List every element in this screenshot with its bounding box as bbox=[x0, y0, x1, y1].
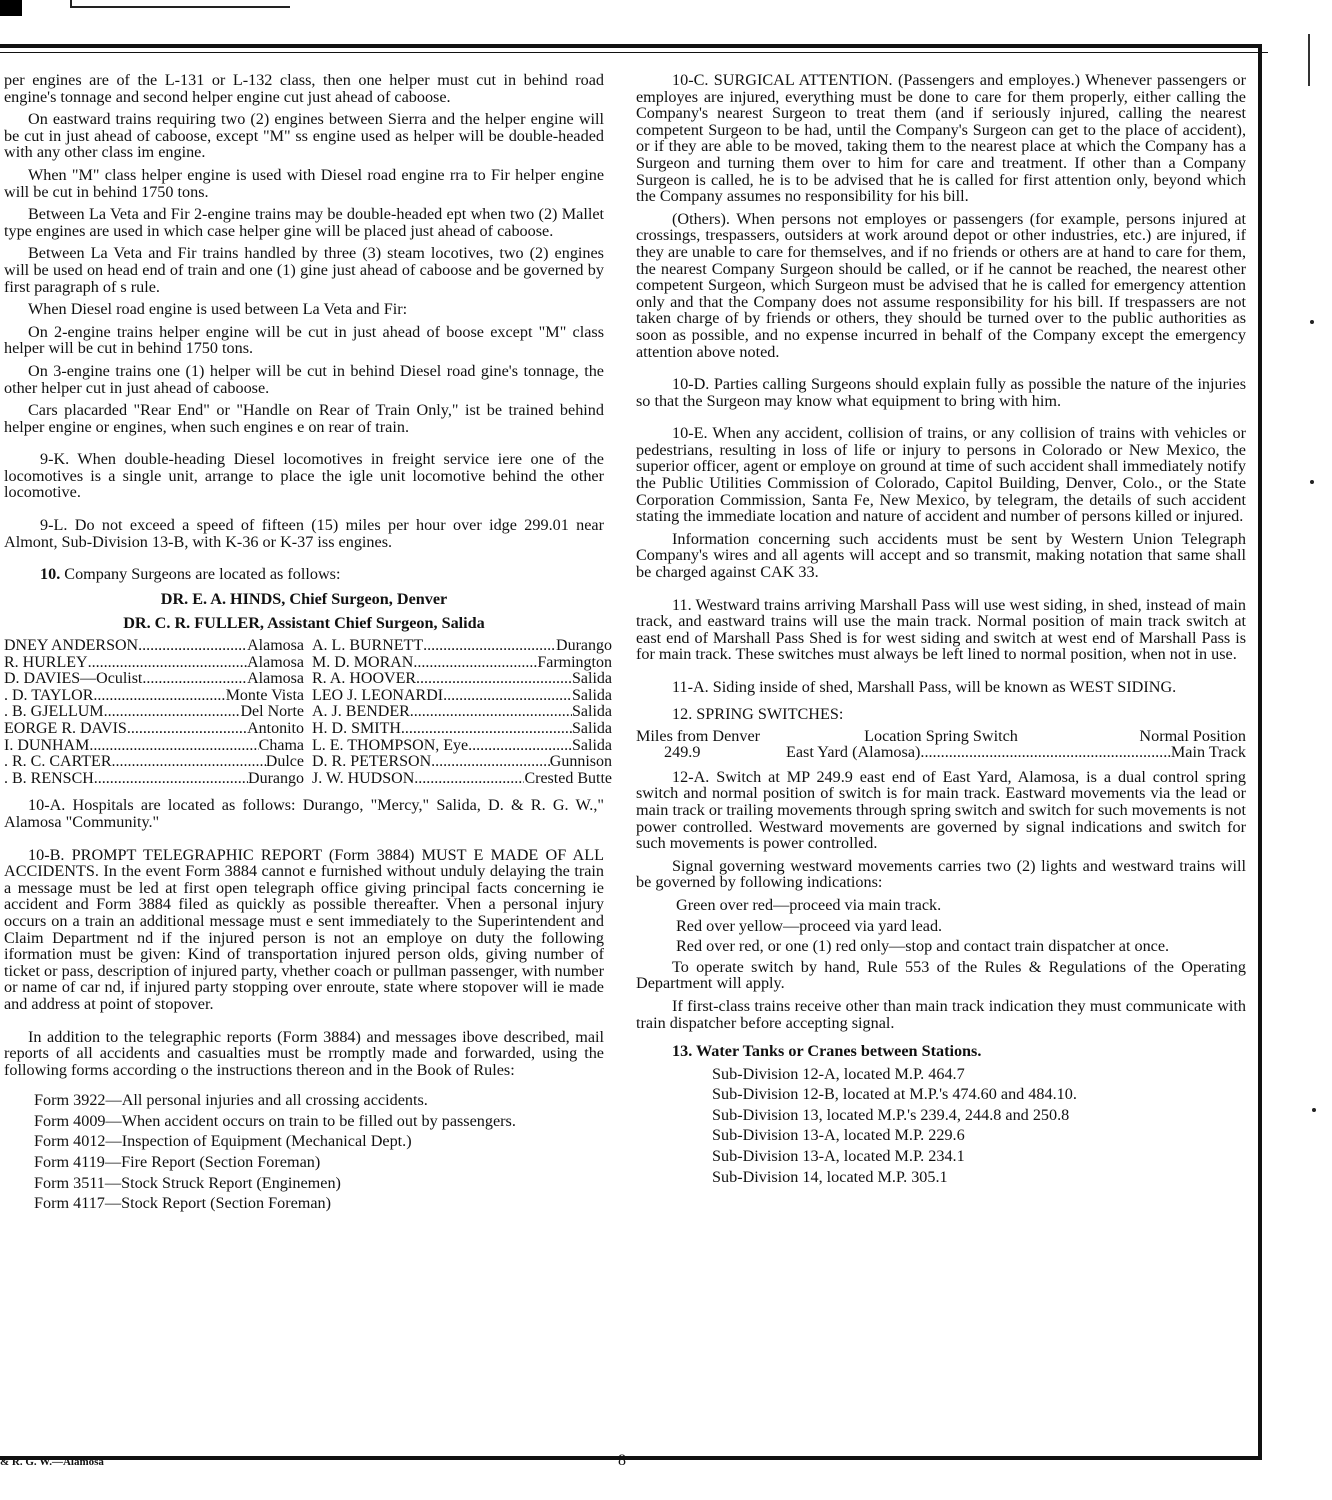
list-item: R. HURLEY ..... Alamosa bbox=[4, 655, 304, 672]
list-item: Form 4117—Stock Report (Section Foreman) bbox=[34, 1194, 332, 1213]
page-number: 8 bbox=[618, 1452, 626, 1469]
para-helper-class: per engines are of the L-131 or L-132 class, then one helper must cut in behind road engine's tonnage and second helper engine cut just ahead of caboose. bbox=[4, 71, 604, 106]
list-item: Form 3922—All personal injuries and all crossing accidents. bbox=[34, 1091, 428, 1110]
list-item: M. D. MORAN ..... Farmington bbox=[312, 655, 612, 672]
rule-11a: 11-A. Siding inside of shed, Marshall Pass, will be known as WEST SIDING. bbox=[672, 678, 1177, 696]
list-item: . D. TAYLOR ..... Monte Vista bbox=[4, 688, 304, 705]
header-position: Normal Position bbox=[1139, 727, 1246, 746]
top-rule bbox=[70, 6, 290, 8]
list-item: D. DAVIES—Oculist ..... Alamosa bbox=[4, 671, 304, 688]
para-la-veta-3: Between La Veta and Fir trains handled by three (3) steam locotives, two (2) engines will be used on head end of train and one (1) gine just ahead of caboose and be governed by first paragraph of s rule. bbox=[4, 244, 604, 296]
list-item: Sub-Division 13-A, located M.P. 229.6 bbox=[712, 1126, 965, 1145]
form-list bbox=[34, 1092, 604, 1212]
list-item: . R. C. CARTER ..... Dulce bbox=[4, 754, 304, 771]
left-column bbox=[4, 71, 612, 1216]
rule-12a-first-class: If first-class trains receive other than main track indication they must communicate with train dispatcher before accepting signal. bbox=[636, 996, 1246, 1032]
list-item: Form 4012—Inspection of Equipment (Mechanical Dept.) bbox=[34, 1132, 412, 1151]
rule-10e-info: Information concerning such accidents must be sent by Western Union Telegraph Company's wires and all agents will accept and so transmit, making notation that same shall be charged against CAK 33. bbox=[636, 529, 1246, 582]
rule-12a: 12-A. Switch at MP 249.9 east end of East Yard, Alamosa, is a dual control spring switch and normal position of switch is for main track. Eastward movements via the lead or main track or trailing movements through spring switch and switch for such movements is not power controlled. Westward movements are governed by signal indications and switch for such movements is power controlled. bbox=[636, 767, 1246, 853]
list-item: . B. GJELLUM ..... Del Norte bbox=[4, 704, 304, 721]
list-item: LEO J. LEONARDI ..... Salida bbox=[312, 688, 612, 705]
list-item: Sub-Division 12-B, located at M.P.'s 474.60 and 484.10. bbox=[712, 1085, 1077, 1104]
rule-11: 11. Westward trains arriving Marshall Pass will use west siding, in shed, instead of main track, and eastward trains will use the main track. Normal position of main track switch at east end of Marshall Pass Shed is for west siding and switch at west end of Marshall Pass is for main track. These switches must always be left lined to normal position, when not in use. bbox=[636, 595, 1246, 664]
footer-imprint: & R. G. W.—Alamosa bbox=[0, 1456, 104, 1468]
surgeon-roster bbox=[4, 638, 612, 787]
rule-13: 13. Water Tanks or Cranes between Stations. bbox=[672, 1042, 982, 1061]
header-miles: Miles from Denver bbox=[636, 727, 761, 746]
para-diesel-road: When Diesel road engine is used between La Veta and Fir: bbox=[28, 300, 408, 319]
list-item: D. R. PETERSON ..... Gunnison bbox=[312, 754, 612, 771]
list-item: DNEY ANDERSON ..... Alamosa bbox=[4, 638, 304, 655]
header-location: Location Spring Switch bbox=[864, 727, 1018, 746]
list-item: R. A. HOOVER ..... Salida bbox=[312, 671, 612, 688]
right-column bbox=[636, 72, 1246, 1189]
list-item: . B. RENSCH ..... Durango bbox=[4, 771, 304, 788]
chief-surgeon: DR. E. A. HINDS, Chief Surgeon, Denver bbox=[160, 589, 448, 608]
list-item: Form 3511—Stock Struck Report (Enginemen) bbox=[34, 1173, 341, 1192]
list-item: Sub-Division 13, located M.P.'s 239.4, 244.8 and 250.8 bbox=[712, 1105, 1070, 1124]
rule-9l: 9-L. Do not exceed a speed of fifteen (15) miles per hour over idge 299.01 near Almont, Sub-Division 13-B, with K-36 or K-37 iss engines. bbox=[4, 516, 604, 551]
list-item: A. J. BENDER ..... Salida bbox=[312, 704, 612, 721]
list-item: Form 4119—Fire Report (Section Foreman) bbox=[34, 1153, 321, 1172]
para-eastward: On eastward trains requiring two (2) engines between Sierra and the helper engine will be cut in just ahead of caboose, except "M" ss engine used as helper will be double-headed with any other class im engine. bbox=[4, 110, 604, 162]
corner-mark bbox=[0, 0, 22, 16]
rule-12a-signal: Signal governing westward movements carries two (2) lights and westward trains will be governed by following indications: bbox=[636, 856, 1246, 892]
list-item: L. E. THOMPSON, Eye ..... Salida bbox=[312, 738, 612, 755]
list-item: Red over yellow—proceed via yard lead. bbox=[676, 916, 943, 935]
list-item: Sub-Division 13-A, located M.P. 234.1 bbox=[712, 1147, 965, 1166]
switch-milepost: 249.9 bbox=[664, 744, 701, 761]
rule-12a-hand: To operate switch by hand, Rule 553 of the Rules & Regulations of the Operating Department will apply. bbox=[636, 957, 1246, 993]
edge-rule bbox=[1308, 34, 1310, 86]
list-item: Sub-Division 14, located M.P. 305.1 bbox=[712, 1167, 948, 1186]
para-2-engine: On 2-engine trains helper engine will be cut in just ahead of boose except "M" class helper will be cut in behind 1750 tons. bbox=[4, 322, 604, 358]
list-item: Green over red—proceed via main track. bbox=[676, 895, 942, 914]
list-item: Red over red, or one (1) red only—stop and contact train dispatcher at once. bbox=[676, 937, 1170, 956]
para-3-engine: On 3-engine trains one (1) helper will be cut in behind Diesel road gine's tonnage, the other helper cut in just ahead of caboose. bbox=[4, 361, 604, 397]
list-item: J. W. HUDSON ..... Crested Butte bbox=[312, 771, 612, 788]
rule-10-number: 10. bbox=[40, 565, 61, 584]
rule-12: 12. SPRING SWITCHES: bbox=[672, 704, 844, 723]
list-item: Sub-Division 12-A, located M.P. 464.7 bbox=[712, 1064, 965, 1083]
signal-indications bbox=[676, 897, 1246, 955]
table-row bbox=[636, 744, 1246, 761]
rule-10 bbox=[4, 566, 604, 583]
roster-right bbox=[312, 638, 612, 787]
roster-left bbox=[4, 638, 304, 787]
list-item: H. D. SMITH ..... Salida bbox=[312, 721, 612, 738]
rule-10a: 10-A. Hospitals are located as follows: Durango, "Mercy," Salida, D. & R. G. W.," Alamosa "Community." bbox=[4, 796, 604, 831]
para-la-veta-2: Between La Veta and Fir 2-engine trains may be double-headed ept when two (2) Mallet type engines are used in which case helper gine will be placed just ahead of caboose. bbox=[4, 205, 604, 240]
rule-10b: 10-B. PROMPT TELEGRAPHIC REPORT (Form 3884) MUST E MADE OF ALL ACCIDENTS. In the event Form 3884 cannot e furnished without unduly delaying the train a message must be led at first open telegraph office giving principal facts concerning ie accident and Form 3884 filed as quickly as possible thereafter. Vhen a personal injury occurs on a train an additional message must e sent immediately to the Superintendent and Claim Department nd if the injured person is not an employe on duty the following iformation must be given: Kind of transportation injured person olds, giving number of ticket or pass, description of injured party, vhether coach or pullman passenger, with number or name of car nd, if injured party stopping over enroute, state where stopover will ie made and address at point of stopover. bbox=[4, 845, 604, 1013]
assistant-chief-surgeon: DR. C. R. FULLER, Assistant Chief Surgeon, Salida bbox=[123, 614, 485, 633]
para-m-class: When "M" class helper engine is used with Diesel road engine rra to Fir helper engine will be cut in behind 1750 tons. bbox=[4, 165, 604, 201]
scan-speck bbox=[1310, 480, 1314, 484]
rule-10e: 10-E. When any accident, collision of trains, or any collision of trains with vehicles or pedestrians, resulting in loss of life or injury to persons in Colorado or New Mexico, the superior officer, agent or employe on ground at time of such accident shall immediately notify the Public Utilities Commission of Colorado, Capitol Building, Denver, Colo., or the State Corporation Commission, Santa Fe, New Mexico, by telegram, the details of such accident stating the immediate location and nature of accident and number of persons killed or injured. bbox=[636, 424, 1246, 526]
rule-10d: 10-D. Parties calling Surgeons should explain fully as possible the nature of the injuries so that the Surgeon may know what equipment to bring with him. bbox=[636, 375, 1246, 410]
switch-location: East Yard (Alamosa) bbox=[785, 744, 921, 761]
rule-10c: 10-C. SURGICAL ATTENTION. (Passengers and employes.) Whenever passengers or employes are injured, everything must be done to care for them properly, either calling the Company's nearest Surgeon to treat them (and if seriously injured, calling the nearest competent Surgeon to be had, until the Company's Surgeon can get to the place of accident), or if they are able to be moved, taking them to the nearest place at which the Company has a Surgeon and turning them over to him for care and treatment. If other than a Company Surgeon is called, he is to be advised that he is called for first attention only, beyond which the Company assumes no responsibility for his bill. bbox=[636, 71, 1246, 206]
scan-speck bbox=[1310, 320, 1314, 324]
rule-9k: 9-K. When double-heading Diesel locomotives in freight service iere one of the locomotives is a single unit, arrange to place the igle unit locomotive behind the other locomotive. bbox=[4, 450, 604, 502]
list-item: A. L. BURNETT ..... Durango bbox=[312, 638, 612, 655]
para-placarded: Cars placarded "Rear End" or "Handle on Rear of Train Only," ist be trained behind helper engine or engines, when such engines e on rear of train. bbox=[4, 401, 604, 436]
list-item: Form 4009—When accident occurs on train to be filled out by passengers. bbox=[34, 1111, 516, 1130]
water-tank-list bbox=[712, 1066, 1246, 1186]
rule-10b-mail: In addition to the telegraphic reports (Form 3884) and messages ibove described, mail reports of all accidents and casualties must be rromptly made and forwarded, using the following forms according o the instructions thereon and in the Book of Rules: bbox=[4, 1027, 604, 1079]
spring-switch-header bbox=[636, 728, 1246, 744]
scan-speck bbox=[1312, 1108, 1316, 1112]
list-item: I. DUNHAM ..... Chama bbox=[4, 738, 304, 755]
list-item: EORGE R. DAVIS ..... Antonito bbox=[4, 721, 304, 738]
rule-10-text: Company Surgeons are located as follows: bbox=[64, 565, 341, 584]
switch-position: Main Track bbox=[1170, 744, 1246, 761]
rule-10c-others: (Others). When persons not employes or passengers (for example, persons injured at crossings, trespassers, outsiders at work around depot or other industries, etc.) are injured, if they are unable to care for themselves, and if no friends or others are at hand to care for them, the nearest Company Surgeon should be called, or if he cannot be reached, the nearest other competent Surgeon, which Surgeon must be advised that he is called for emergency attention only and that the Company does not assume responsibility for his bill. If trespassers are not taken charge of by friends or others, they should be turned over to the public authorities as soon as possible, and no expense incurred in behalf of the Company except the emergency attention above noted. bbox=[636, 209, 1246, 361]
